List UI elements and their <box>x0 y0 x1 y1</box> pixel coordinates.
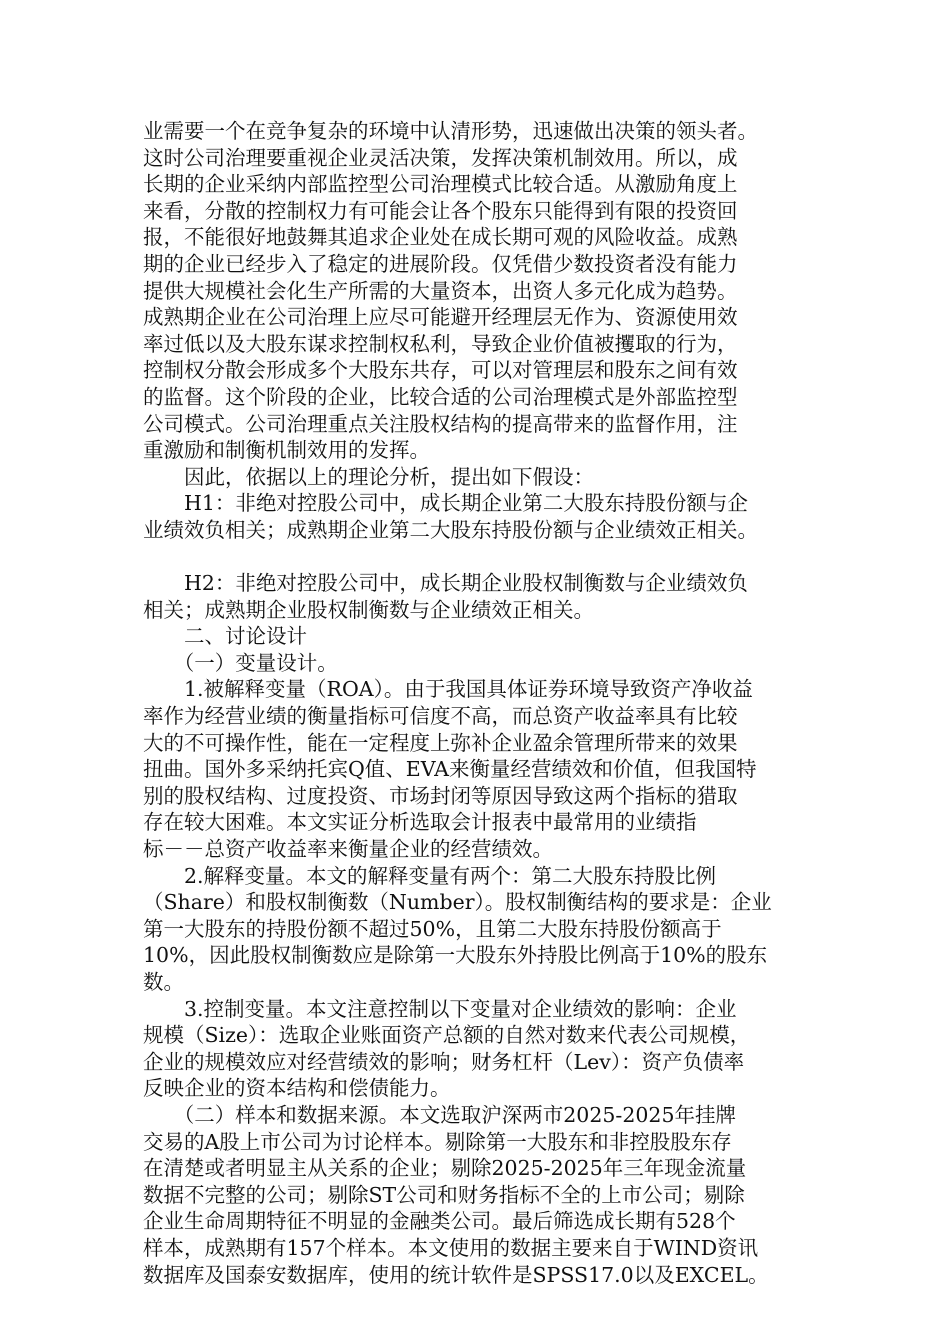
text-line: 大的不可操作性，能在一定程度上弥补企业盈余管理所带来的效果 <box>143 730 738 755</box>
text-line: 1.被解释变量（ROA）。由于我国具体证券环境导致资产净收益 <box>143 677 753 702</box>
text-line: 样本，成熟期有157个样本。本文使用的数据主要来自于WIND资讯 <box>143 1235 759 1260</box>
text-line: 3.控制变量。本文注意控制以下变量对企业绩效的影响：企业 <box>143 996 737 1021</box>
text-line: （Share）和股权制衡数（Number）。股权制衡结构的要求是：企业 <box>143 890 772 915</box>
text-line: 公司模式。公司治理重点关注股权结构的提高带来的监督作用，注 <box>143 411 738 436</box>
text-line: 来看，分散的控制权力有可能会让各个股东只能得到有限的投资回 <box>143 198 738 223</box>
text-line: 扭曲。国外多采纳托宾Q值、EVA来衡量经营绩效和价值，但我国特 <box>143 757 757 782</box>
text-line: （一）变量设计。 <box>143 650 338 675</box>
text-line: 交易的A股上市公司为讨论样本。剔除第一大股东和非控股股东存 <box>143 1129 732 1154</box>
text-line: 长期的企业采纳内部监控型公司治理模式比较合适。从激励角度上 <box>143 172 738 197</box>
document-body <box>143 118 813 1288</box>
text-line: 2.解释变量。本文的解释变量有两个：第二大股东持股比例 <box>143 863 717 888</box>
text-line: 数据不完整的公司；剔除ST公司和财务指标不全的上市公司；剔除 <box>143 1182 745 1207</box>
text-line: 在清楚或者明显主从关系的企业；剔除2025-2025年三年现金流量 <box>143 1156 747 1181</box>
text-line: 业绩效负相关；成熟期企业第二大股东持股份额与企业绩效正相关。 <box>143 517 758 542</box>
text-line: 控制权分散会形成多个大股东共存，可以对管理层和股东之间有效 <box>143 358 738 383</box>
text-line: 相关；成熟期企业股权制衡数与企业绩效正相关。 <box>143 597 594 622</box>
text-line: 报，不能很好地鼓舞其追求企业处在成长期可观的风险收益。成熟 <box>143 225 738 250</box>
text-line: 企业生命周期特征不明显的金融类公司。最后筛选成长期有528个 <box>143 1209 736 1234</box>
text-line: （二）样本和数据来源。本文选取沪深两市2025-2025年挂牌 <box>143 1102 737 1127</box>
text-line: 因此，依据以上的理论分析，提出如下假设： <box>143 464 594 489</box>
text-line: 10%，因此股权制衡数应是除第一大股东外持股比例高于10%的股东 <box>143 943 768 968</box>
text-line: 提供大规模社会化生产所需的大量资本，出资人多元化成为趋势。 <box>143 278 738 303</box>
text-line: H2：非绝对控股公司中，成长期企业股权制衡数与企业绩效负 <box>143 571 748 596</box>
text-line: 率作为经营业绩的衡量指标可信度不高，而总资产收益率具有比较 <box>143 704 738 729</box>
text-line: 标－－总资产收益率来衡量企业的经营绩效。 <box>143 837 553 862</box>
text-line: 企业的规模效应对经营绩效的影响；财务杠杆（Lev）：资产负债率 <box>143 1049 745 1074</box>
text-line: 业需要一个在竞争复杂的环境中认清形势，迅速做出决策的领头者。 <box>143 119 758 143</box>
text-line: 第一大股东的持股份额不超过50%，且第二大股东持股份额高于 <box>143 916 722 941</box>
blank-line <box>143 544 813 571</box>
text-line: 二、讨论设计 <box>143 624 307 649</box>
text-line: 的监督。这个阶段的企业，比较合适的公司治理模式是外部监控型 <box>143 384 738 409</box>
text-line: 成熟期企业在公司治理上应尽可能避开经理层无作为、资源使用效 <box>143 305 738 330</box>
text-line: 存在较大困难。本文实证分析选取会计报表中最常用的业绩指 <box>143 810 697 835</box>
text-line: 重激励和制衡机制效用的发挥。 <box>143 438 430 463</box>
text-line: 期的企业已经步入了稳定的进展阶段。仅凭借少数投资者没有能力 <box>143 251 738 276</box>
text-line: 数据库及国泰安数据库，使用的统计软件是SPSS17.0以及EXCEL。 <box>143 1262 769 1287</box>
text-line: 这时公司治理要重视企业灵活决策，发挥决策机制效用。所以，成 <box>143 145 738 170</box>
text-line: 规模（Size）：选取企业账面资产总额的自然对数来代表公司规模， <box>143 1023 751 1048</box>
text-line: H1：非绝对控股公司中，成长期企业第二大股东持股份额与企 <box>143 491 748 516</box>
text-line: 率过低以及大股东谋求控制权私利，导致企业价值被攫取的行为， <box>143 331 738 356</box>
text-line: 数。 <box>143 970 184 994</box>
text-line: 别的股权结构、过度投资、市场封闭等原因导致这两个指标的猎取 <box>143 783 738 808</box>
text-line: 反映企业的资本结构和偿债能力。 <box>143 1076 451 1101</box>
